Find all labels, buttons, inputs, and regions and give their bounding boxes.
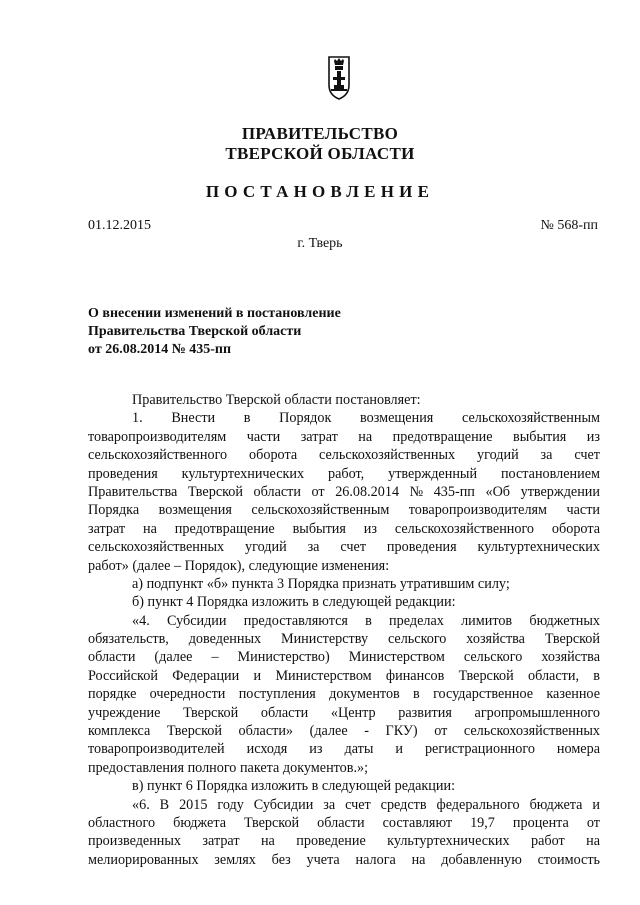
document-city: г. Тверь <box>297 236 343 251</box>
body-line: Порядка возмещения сельскохозяйственным товаропроизводителям части <box>88 502 600 519</box>
document-body <box>88 391 600 869</box>
subject-line: О внесении изменений в постановление <box>88 306 341 321</box>
body-line: учреждение Тверской области «Центр развития агропромышленного <box>88 704 600 721</box>
document-date: 01.12.2015 <box>88 218 151 233</box>
body-line: области (далее – Министерство) Министерством сельского хозяйства <box>88 649 600 666</box>
body-line: в) пункт 6 Порядка изложить в следующей редакции: <box>132 778 456 795</box>
body-line: б) пункт 4 Порядка изложить в следующей редакции: <box>132 594 456 611</box>
body-line: товаропроизводителей исходя из даты и регистрационного номера <box>88 741 600 758</box>
document-type: ПОСТАНОВЛЕНИЕ <box>205 182 435 201</box>
document-subject <box>88 305 341 359</box>
government-title-line2: ТВЕРСКОЙ ОБЛАСТИ <box>225 144 415 163</box>
coat-of-arms-icon <box>326 55 352 101</box>
body-line: произведенных затрат на проведение культуртехнических работ на <box>88 833 600 850</box>
body-line: проведения культуртехнических работ, утвержденный постановлением <box>88 465 600 482</box>
body-line: предоставления полного пакета документов.»; <box>88 759 369 776</box>
body-line: Правительства Тверской области от 26.08.2014 № 435-пп «Об утверждении <box>88 483 600 500</box>
body-line: сельскохозяйственных угодий за счет проведения культуртехнических <box>88 539 600 556</box>
document-number: № 568-пп <box>540 218 598 233</box>
body-line: Российской Федерации и Министерством финансов Тверской области, в <box>88 667 600 684</box>
body-line: Правительство Тверской области постановляет: <box>132 392 421 408</box>
body-line: работ» (далее – Порядок), следующие изменения: <box>88 557 390 574</box>
body-line: 1. Внести в Порядок возмещения сельскохозяйственным <box>132 410 600 427</box>
body-line: областного бюджета Тверской области составляют 19,7 процента от <box>88 814 600 831</box>
body-line: комплекса Тверской области» (далее - ГКУ) от сельскохозяйственных <box>88 723 600 740</box>
body-line: обязательств, доведенных Министерству сельского хозяйства Тверской <box>88 631 600 648</box>
subject-line: Правительства Тверской области <box>88 324 302 339</box>
body-line: а) подпункт «б» пункта 3 Порядка признать утратившим силу; <box>132 575 510 592</box>
body-line: затрат на предотвращение выбытия из сельскохозяйственного оборота <box>88 520 600 537</box>
body-line: «4. Субсидии предоставляются в пределах лимитов бюджетных <box>132 612 600 629</box>
body-line: «6. В 2015 году Субсидии за счет средств федерального бюджета и <box>132 796 600 813</box>
body-line: товаропроизводителям части затрат на предотвращение выбытия из <box>88 428 600 445</box>
body-line: порядке очередности поступления документов в государственное казенное <box>88 686 600 703</box>
government-title-line1: ПРАВИТЕЛЬСТВО <box>241 124 399 143</box>
subject-line: от 26.08.2014 № 435-пп <box>88 342 232 357</box>
body-line: мелиорированных землях без учета налога на добавленную стоимость <box>88 851 600 868</box>
body-line: сельскохозяйственного оборота сельскохозяйственных угодий за счет <box>88 447 600 464</box>
